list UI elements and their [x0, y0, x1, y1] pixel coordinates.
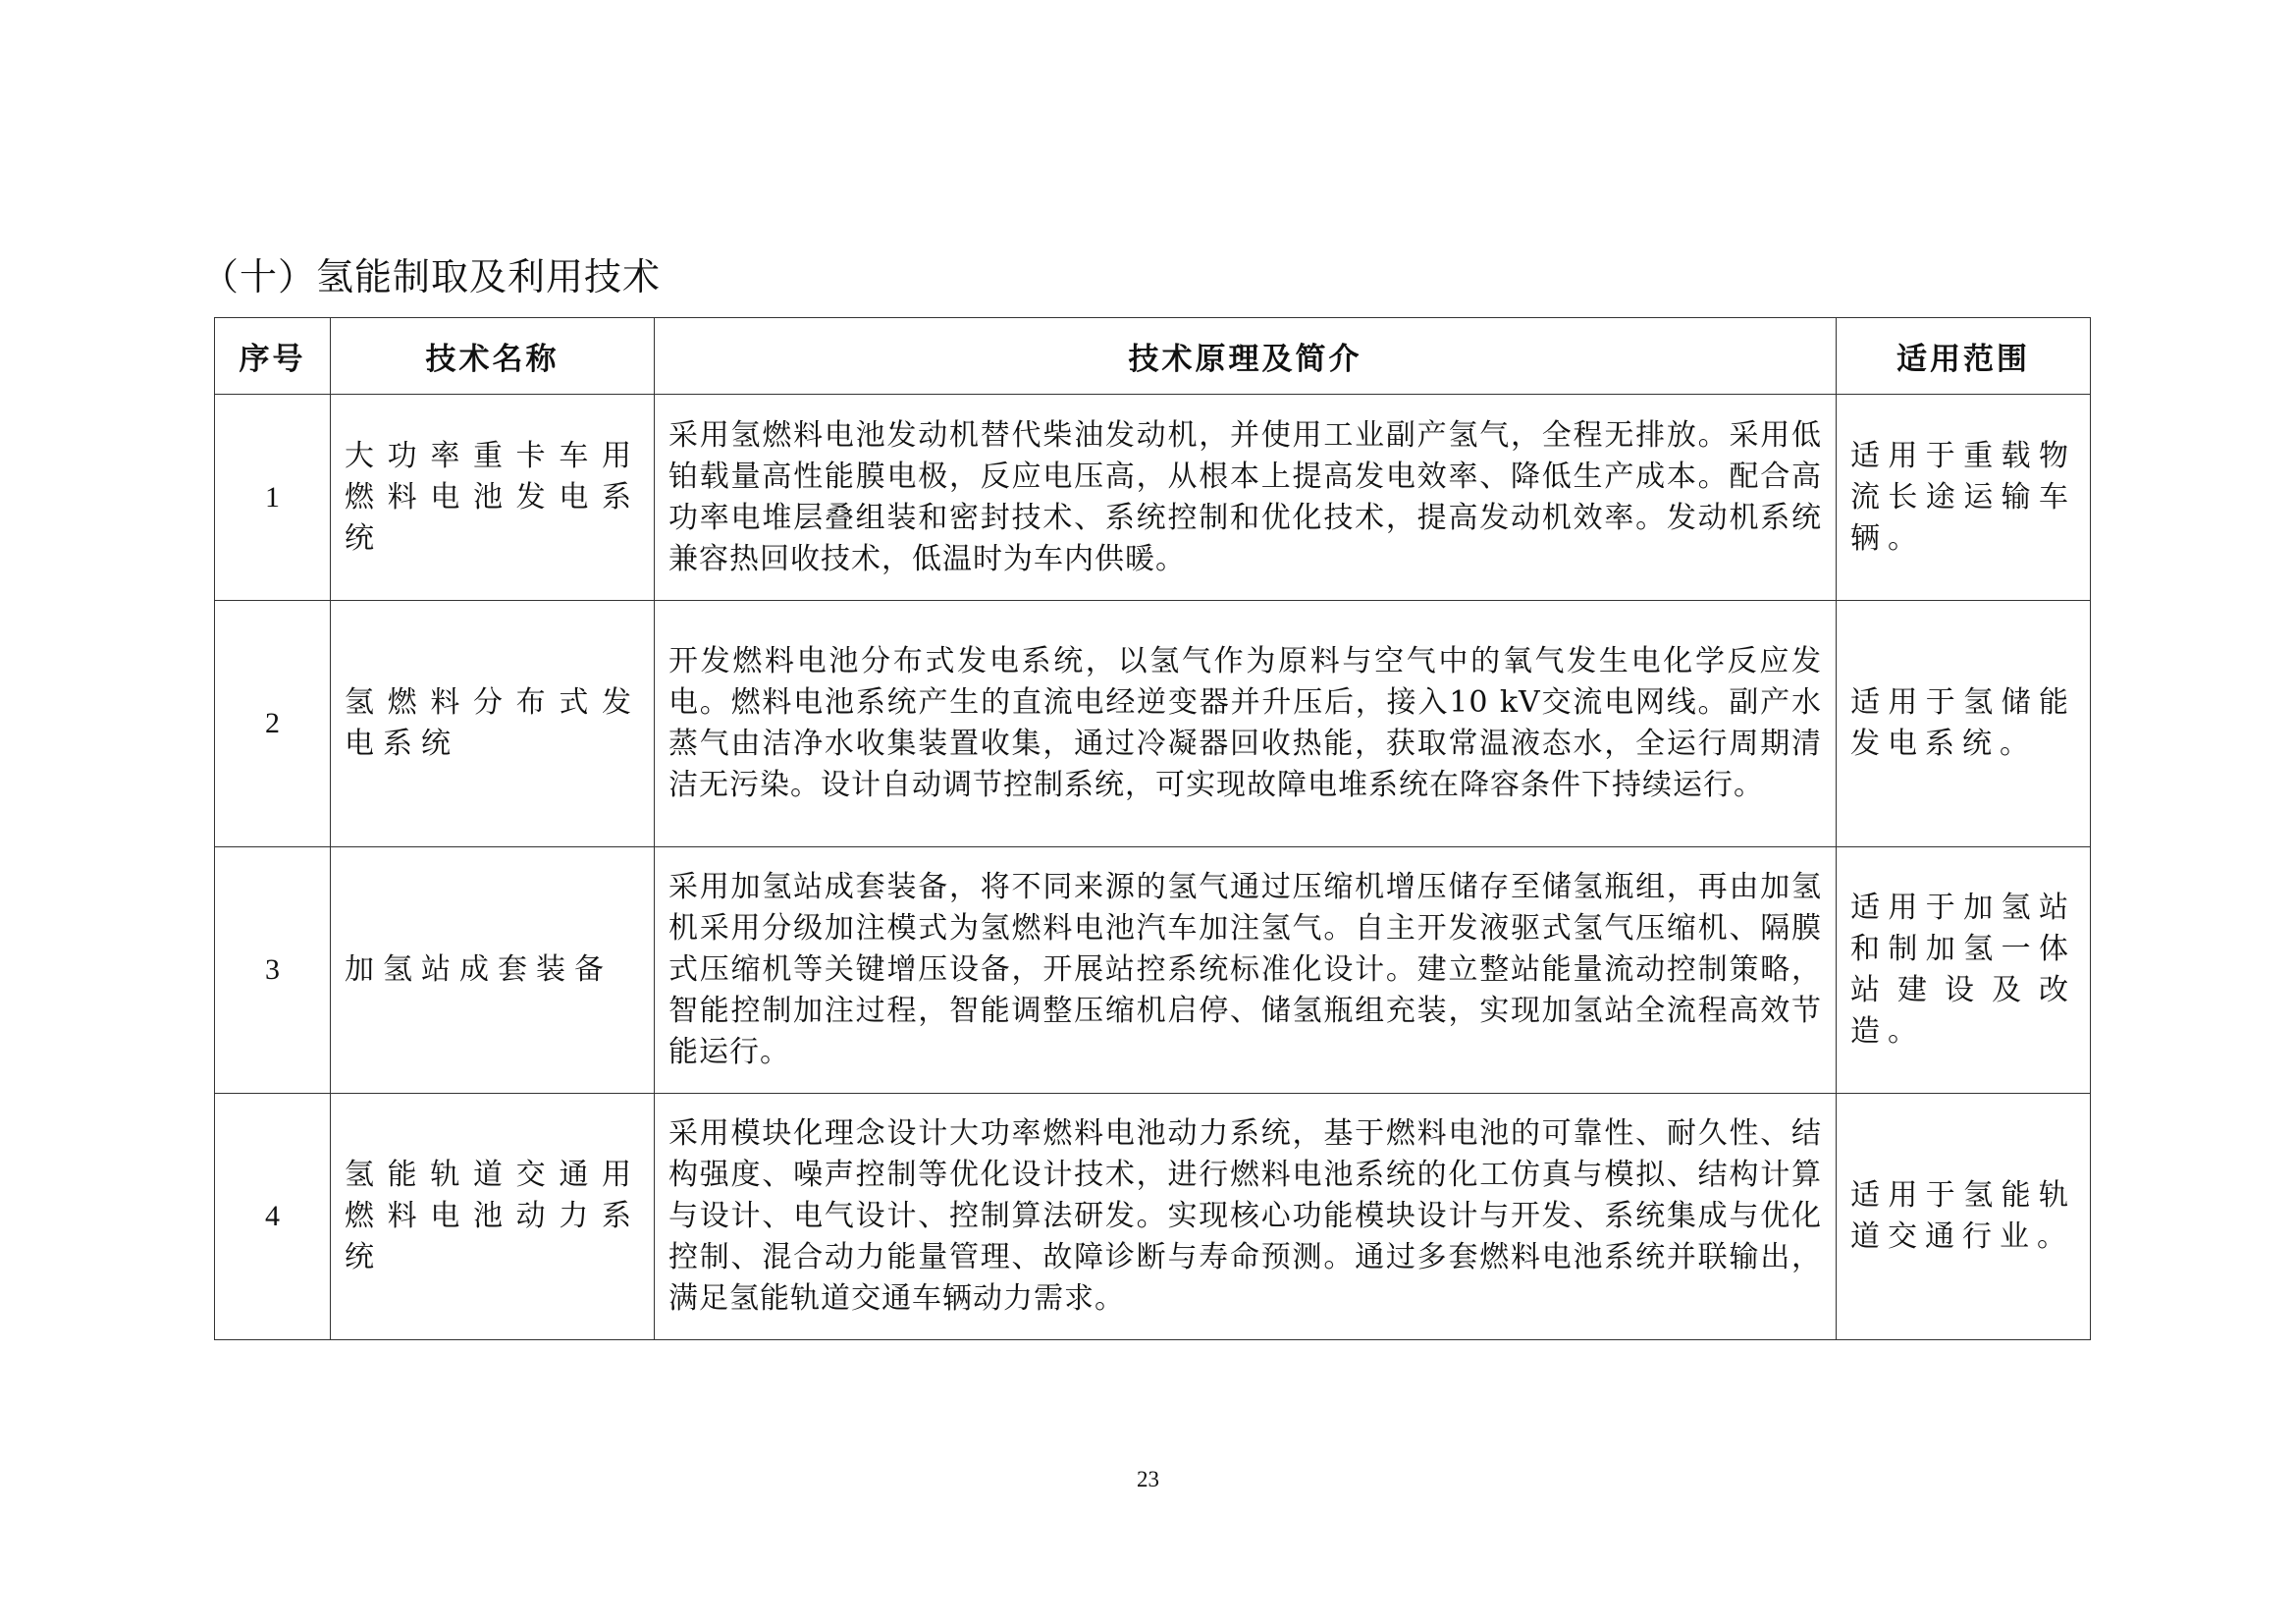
table-row [215, 395, 2091, 601]
header-no: 序号 [215, 318, 331, 395]
application-scope: 适用于氢能轨道交通行业。 [1837, 1094, 2091, 1340]
row-number: 4 [215, 1094, 331, 1340]
header-scope: 适用范围 [1837, 318, 2091, 395]
technology-description: 开发燃料电池分布式发电系统，以氢气作为原料与空气中的氧气发生电化学反应发电。燃料电池系统产生的直流电经逆变器并升压后，接入10 kV交流电网线。副产水蒸气由洁净水收集装置收集，通过冷凝器回收热能，获取常温液态水，全运行周期清洁无污染。设计自动调节控制系统，可实现故障电堆系统在降容条件下持续运行。 [655, 601, 1837, 847]
row-number: 1 [215, 395, 331, 601]
technology-table [214, 317, 2091, 1340]
application-scope: 适用于重载物流长途运输车辆。 [1837, 395, 2091, 601]
row-number: 3 [215, 847, 331, 1094]
table-row [215, 601, 2091, 847]
technology-description: 采用模块化理念设计大功率燃料电池动力系统，基于燃料电池的可靠性、耐久性、结构强度、噪声控制等优化设计技术，进行燃料电池系统的化工仿真与模拟、结构计算与设计、电气设计、控制算法研发。实现核心功能模块设计与开发、系统集成与优化控制、混合动力能量管理、故障诊断与寿命预测。通过多套燃料电池系统并联输出，满足氢能轨道交通车辆动力需求。 [655, 1094, 1837, 1340]
row-number: 2 [215, 601, 331, 847]
header-description: 技术原理及简介 [655, 318, 1837, 395]
table-row [215, 1094, 2091, 1340]
page-number: 23 [1137, 1467, 1159, 1491]
technology-name: 加氢站成套装备 [331, 847, 655, 1094]
technology-name: 氢能轨道交通用燃料电池动力系统 [331, 1094, 655, 1340]
technology-name: 氢燃料分布式发电系统 [331, 601, 655, 847]
technology-description: 采用氢燃料电池发动机替代柴油发动机，并使用工业副产氢气，全程无排放。采用低铂载量高性能膜电极，反应电压高，从根本上提高发电效率、降低生产成本。配合高功率电堆层叠组装和密封技术、系统控制和优化技术，提高发动机效率。发动机系统兼容热回收技术，低温时为车内供暖。 [655, 395, 1837, 601]
header-name: 技术名称 [331, 318, 655, 395]
technology-description: 采用加氢站成套装备，将不同来源的氢气通过压缩机增压储存至储氢瓶组，再由加氢机采用分级加注模式为氢燃料电池汽车加注氢气。自主开发液驱式氢气压缩机、隔膜式压缩机等关键增压设备，开展站控系统标准化设计。建立整站能量流动控制策略，智能控制加注过程，智能调整压缩机启停、储氢瓶组充装，实现加氢站全流程高效节能运行。 [655, 847, 1837, 1094]
application-scope: 适用于加氢站和制加氢一体站建设及改造。 [1837, 847, 2091, 1094]
application-scope: 适用于氢储能发电系统。 [1837, 601, 2091, 847]
technology-name: 大功率重卡车用燃料电池发电系统 [331, 395, 655, 601]
section-heading: （十）氢能制取及利用技术 [201, 255, 662, 298]
table-row [215, 847, 2091, 1094]
table-header-row [215, 318, 2091, 395]
